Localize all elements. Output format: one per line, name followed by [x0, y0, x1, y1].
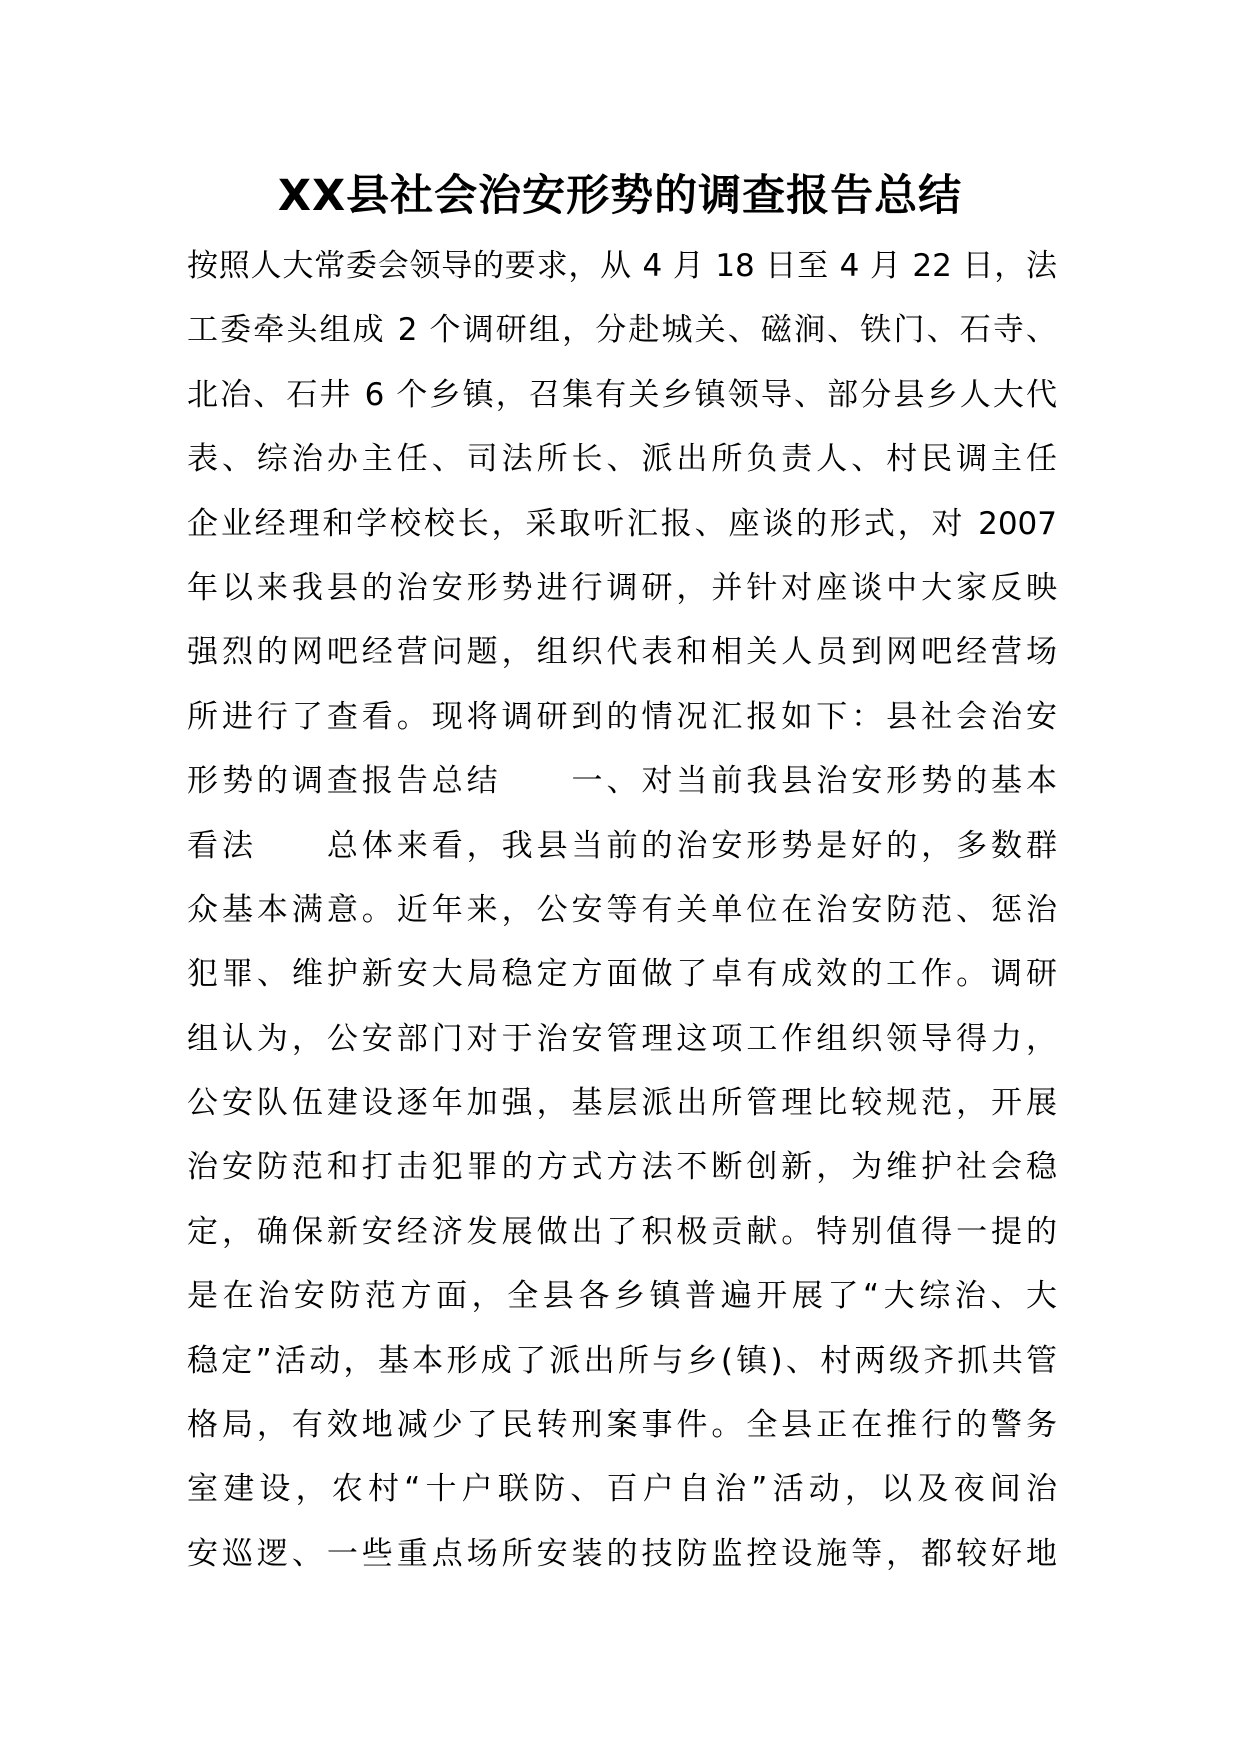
body-line: 年以来我县的治安形势进行调研，并针对座谈中大家反映: [187, 569, 1057, 606]
body-line: 犯罪、维护新安大局稳定方面做了卓有成效的工作。调研: [187, 956, 1057, 993]
body-line: 表、综治办主任、司法所长、派出所负责人、村民调主任: [187, 441, 1057, 478]
body-line: 形势的调查报告总结 一、对当前我县治安形势的基本: [187, 763, 1057, 800]
body-line: 治安防范和打击犯罪的方式方法不断创新，为维护社会稳: [187, 1149, 1057, 1186]
body-line: 工委牵头组成 2 个调研组，分赴城关、磁涧、铁门、石寺、: [187, 312, 1057, 349]
body-line: 众基本满意。近年来，公安等有关单位在治安防范、惩治: [187, 891, 1057, 928]
body-line: 稳定”活动，基本形成了派出所与乡(镇)、村两级齐抓共管: [187, 1342, 1057, 1379]
body-line: 北冶、石井 6 个乡镇，召集有关乡镇领导、部分县乡人大代: [187, 376, 1057, 413]
body-line: 公安队伍建设逐年加强，基层派出所管理比较规范，开展: [187, 1085, 1057, 1122]
body-line: 定，确保新安经济发展做出了积极贡献。特别值得一提的: [187, 1213, 1057, 1250]
body-line: 企业经理和学校校长，采取听汇报、座谈的形式，对 2007: [187, 505, 1057, 542]
body-line: 看法 总体来看，我县当前的治安形势是好的，多数群: [187, 827, 1057, 864]
body-line: 安巡逻、一些重点场所安装的技防监控设施等，都较好地: [187, 1535, 1057, 1572]
body-line: 按照人大常委会领导的要求，从 4 月 18 日至 4 月 22 日，法: [187, 248, 1057, 284]
document-title: XX县社会治安形势的调查报告总结: [277, 171, 963, 221]
body-line: 室建设，农村“十户联防、百户自治”活动，以及夜间治: [187, 1471, 1057, 1508]
body-line: 组认为，公安部门对于治安管理这项工作组织领导得力，: [187, 1020, 1057, 1057]
body-line: 格局，有效地减少了民转刑案事件。全县正在推行的警务: [187, 1407, 1057, 1444]
body-line: 强烈的网吧经营问题，组织代表和相关人员到网吧经营场: [187, 634, 1057, 671]
body-line: 所进行了查看。现将调研到的情况汇报如下：县社会治安: [187, 698, 1057, 735]
document-body: [187, 234, 1057, 1586]
body-line: 是在治安防范方面，全县各乡镇普遍开展了“大综治、大: [187, 1278, 1057, 1315]
